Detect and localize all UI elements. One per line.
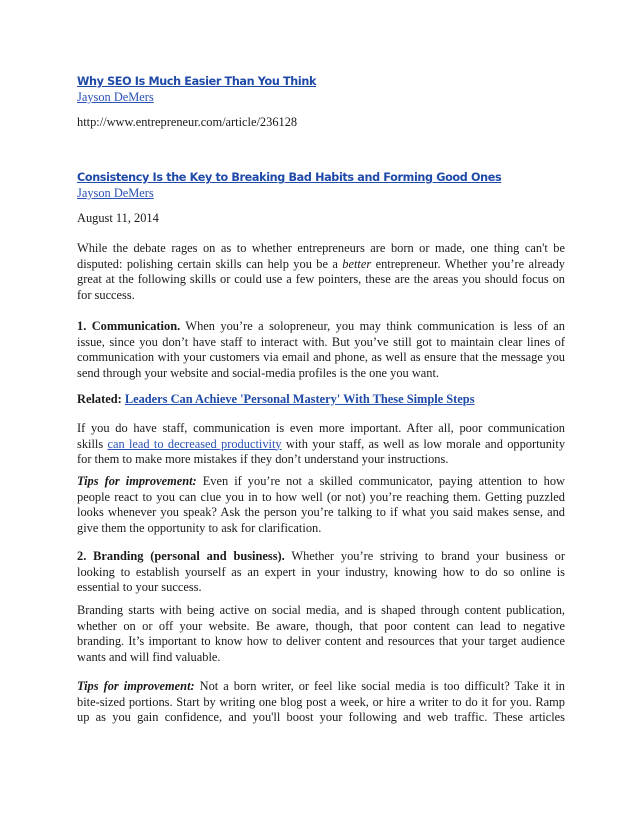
branding2-line-3: branding. It’s important to know how to deliver content and resources that your target audience — [77, 634, 565, 649]
branding2-line-2: whether on or off your website. Be aware, though, that poor content can lead to negative — [77, 618, 565, 633]
tips1-line-3: looks whenever you speak? Ask the person you’re talking to if what you said makes sense, and — [77, 505, 565, 520]
branding-line-3: essential to your success. — [77, 580, 202, 595]
intro-line-3: great at the following skills or could use a few pointers, these are the areas you should focus on — [77, 272, 565, 287]
intro-line-2: disputed: polishing certain skills can help you be a better entrepreneur. Whether you’re already — [77, 256, 565, 271]
staff-line-1: If you do have staff, communication is even more important. After all, poor communication — [77, 421, 565, 435]
communication-heading: 1. Communication. — [77, 319, 181, 333]
tips1-line-4: give them the opportunity to ask for clarification. — [77, 520, 322, 535]
article1-block — [77, 75, 565, 130]
article2-date: August 11, 2014 — [77, 211, 159, 225]
emphasis-better: better — [342, 256, 372, 271]
article1-author-link[interactable]: Jayson DeMers — [77, 90, 154, 104]
tips2-paragraph — [77, 679, 565, 726]
communication-paragraph — [77, 319, 565, 381]
tips2-line-2: bite-sized portions. Start by writing one blog post a week, or hire a writer to do it for you. Ramp — [77, 694, 565, 709]
intro-line-1: While the debate rages on as to whether entrepreneurs are born or made, one thing can't be — [77, 241, 565, 255]
intro-paragraph — [77, 241, 565, 303]
staff-line-2: skills can lead to decreased productivity with your staff, as well as low morale and opportunity — [77, 436, 566, 451]
branding-heading: 2. Branding (personal and business). — [77, 549, 285, 563]
related-article-link[interactable]: Leaders Can Achieve 'Personal Mastery' With These Simple Steps — [124, 392, 475, 406]
tips1-paragraph — [77, 474, 565, 536]
related-line — [77, 392, 565, 407]
tips1-label: Tips for improvement: — [77, 474, 197, 488]
related-label: Related: — [77, 392, 125, 406]
article2-author-link[interactable]: Jayson DeMers — [77, 186, 154, 200]
branding-line-2: looking to establish yourself as an expert in your industry, knowing how to do so online is — [77, 564, 565, 579]
article2-block — [77, 171, 565, 226]
article2-title-link[interactable]: Consistency Is the Key to Breaking Bad Habits and Forming Good Ones — [77, 171, 502, 184]
article1-url: http://www.entrepreneur.com/article/236128 — [77, 115, 298, 129]
tips2-line-1: Tips for improvement: Not a born writer, or feel like social media is too difficult? Take it in — [77, 679, 566, 693]
communication-line-3: communication with your customers via email and phone, as well as ensure that the message you — [77, 350, 565, 365]
decreased-productivity-link[interactable]: can lead to decreased productivity — [107, 436, 282, 451]
branding2-line-1: Branding starts with being active on social media, and is shaped through content publication, — [77, 603, 565, 617]
communication-line-1: 1. Communication. When you’re a solopreneur, you may think communication is less of an — [77, 319, 565, 333]
article1-title-link[interactable]: Why SEO Is Much Easier Than You Think — [77, 75, 317, 88]
branding2-line-4: wants and will find valuable. — [77, 649, 221, 664]
communication-line-4: send through your website and social-media profiles is the one you want. — [77, 365, 439, 380]
staff-paragraph — [77, 421, 565, 468]
intro-line-4: for success. — [77, 287, 135, 302]
staff-line-3: for them to make more mistakes if they don’t understand your instructions. — [77, 452, 449, 467]
branding-line-1: 2. Branding (personal and business). Whether you’re striving to brand your business or — [77, 549, 565, 563]
tips1-line-1: Tips for improvement: Even if you’re not a skilled communicator, paying attention to how — [77, 474, 565, 488]
tips2-label: Tips for improvement: — [77, 679, 195, 693]
branding-paragraph — [77, 549, 565, 596]
communication-line-2: issue, since you don’t have staff to interact with. But you’ve still got to maintain clear lines of — [77, 334, 565, 349]
tips1-line-2: people react to you can clue you in to how well (or not) you’re reaching them. Getting puzzled — [77, 489, 565, 504]
branding-content-paragraph — [77, 603, 565, 665]
tips2-line-3: up as you gain confidence, and you'll boost your following and web traffic. These articles — [77, 710, 565, 725]
